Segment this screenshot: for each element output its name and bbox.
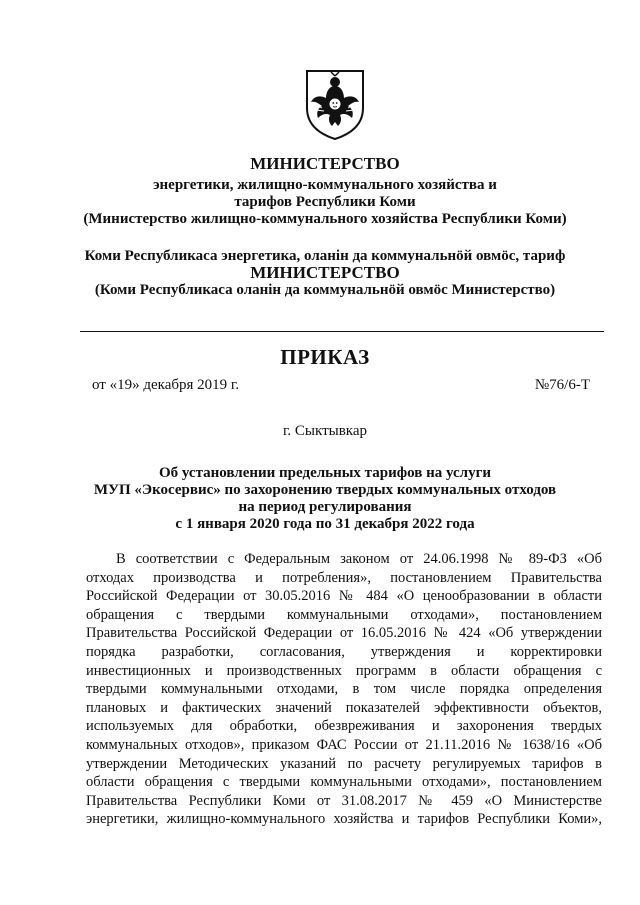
ministry-name-komi: Коми Республикаса энергетика, оланiн да коммунальнöй овмöс, тариф — [84, 248, 566, 264]
document-date: от «19» декабря 2019 г. — [92, 377, 240, 393]
header-divider — [80, 331, 604, 332]
ministry-short-name: (Министерство жилищно-коммунального хозяйства Республики Коми) — [83, 211, 567, 227]
body-line: порядка разработки, согласования, утверждения и корректировки — [86, 643, 602, 660]
body-line: твердыми коммунальными отходами, в том числе порядка определения — [86, 681, 602, 698]
body-line: отходах производства и потребления», постановлением Правительства — [86, 569, 602, 586]
document-title-line2: МУП «Экосервис» по захоронению твердых коммунальных отходов — [93, 482, 557, 498]
body-line: энергетики, жилищно-коммунального хозяйства и тарифов Республики Коми», — [86, 811, 602, 828]
body-line: утверждении Методических указаний по расчету регулируемых тарифов в — [86, 755, 602, 772]
body-line: В соответствии с Федеральным законом от 24.06.1998 № 89-ФЗ «Об — [116, 551, 602, 567]
document-city: г. Сыктывкар — [282, 423, 368, 439]
body-line: используемых для обработки, обезвреживания и захоронения твердых — [86, 718, 602, 735]
ministry-name-line2: тарифов Республики Коми — [234, 194, 416, 210]
body-line: Российской Федерации от 30.05.2016 № 484 «О ценообразовании в области — [86, 588, 602, 605]
document-body — [86, 550, 602, 829]
document-title-line1: Об установлении предельных тарифов на услуги — [158, 465, 492, 481]
ministry-short-name-komi: (Коми Республикаса оланiн да коммунальнöй овмöс Министерство) — [94, 282, 556, 298]
document-number: №76/6-Т — [534, 377, 590, 393]
body-line: Правительства Российской Федерации от 16.05.2016 № 424 «Об утверждении — [86, 625, 602, 642]
document-title-line3: на период регулирования — [238, 499, 412, 515]
coat-of-arms-komi-icon — [304, 68, 366, 142]
body-line: коммунальных отходов», приказом ФАС России от 21.11.2016 № 1638/16 «Об — [86, 736, 602, 753]
ministry-title: МИНИСТЕРСТВО — [250, 154, 400, 173]
body-line: области обращения с твердыми коммунальными отходами», постановлением — [86, 774, 602, 791]
body-line: плановых и фактических значений показателей эффективности объектов, — [86, 699, 602, 716]
document-type: ПРИКАЗ — [280, 345, 370, 369]
body-line: инвестиционных и производственных программ в области обращения с — [86, 662, 602, 679]
document-title-line4: с 1 января 2020 года по 31 декабря 2022 года — [175, 516, 475, 532]
ministry-title-komi: МИНИСТЕРСТВО — [250, 263, 400, 282]
body-line: обращения с твердыми коммунальными отходами», постановлением — [86, 606, 602, 623]
ministry-name-line1: энергетики, жилищно-коммунального хозяйства и — [153, 177, 497, 193]
body-line: Правительства Республики Коми от 31.08.2017 № 459 «О Министерстве — [86, 792, 602, 809]
